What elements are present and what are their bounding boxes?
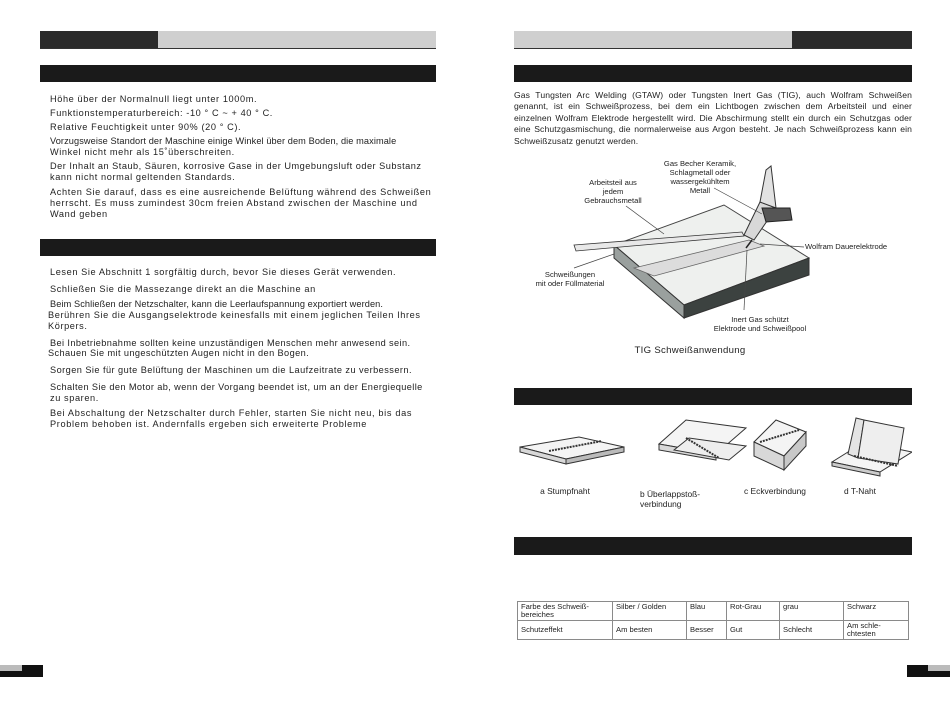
safety-line-3: Beim Schließen der Netzschalter, kann die Leerlaufspannung exportiert werden. <box>50 299 384 309</box>
safety-line-11: Bei Abschaltung der Netzschalter durch Fehler, starten Sie nicht neu, bis das <box>50 408 413 418</box>
env-line-6: Der Inhalt an Staub, Säuren, korrosive Gase in der Umgebungsluft oder Substanz <box>50 161 422 171</box>
table-cell: Rot-Grau <box>727 602 780 621</box>
torch-handle <box>762 208 792 222</box>
tig-intro-paragraph: Gas Tungsten Arc Welding (GTAW) oder Tungsten Inert Gas (TIG), auch Wolfram Schweißen genannt, ist ein Schweißprozess, bei dem ein Lichtbogen zwischen dem Arbeitsteil und einer einzelnen Wolfram Elektrode hergestellt wird. Die Abschirmung stellt ein durch ein Schutzgas oder eine Schutzgasmischung, die normalerweise aus Argon besteht. Je nach Schweißprozess kann ein Schweißzusatz genutzt werden. <box>514 90 912 146</box>
joint-label-a: a Stumpfnaht <box>540 486 590 496</box>
label-gas-2: Elektrode und Schweißpool <box>713 324 807 333</box>
label-cup-3: wassergekühltem <box>670 177 730 186</box>
label-cup-2: Schlagmetall oder <box>669 168 731 177</box>
label-cup-4: Metall <box>689 186 711 195</box>
env-line-4: Vorzugsweise Standort der Maschine einige Winkel über dem Boden, die maximale <box>50 136 397 146</box>
lap-joint-illustration <box>659 420 746 460</box>
env-line-5: Winkel nicht mehr als 15˚überschreiten. <box>50 147 235 157</box>
table-cell: Gut <box>727 621 780 640</box>
right-header-rule <box>514 48 912 49</box>
table-cell: Blau <box>687 602 727 621</box>
right-header-dark <box>792 31 912 48</box>
corner-joint-illustration <box>754 420 806 470</box>
diagram-caption: TIG Schweißanwendung <box>634 345 746 356</box>
left-page-corner-light <box>0 665 22 671</box>
table-cell: Schwarz <box>844 602 909 621</box>
env-line-2: Funktionstemperaturbereich: -10 ° C ~ + 40 ° C. <box>50 108 273 118</box>
left-section-bar-1 <box>40 65 436 82</box>
leader-workpiece <box>626 206 664 234</box>
safety-line-1: Lesen Sie Abschnitt 1 sorgfältig durch, bevor Sie dieses Gerät verwenden. <box>50 267 397 277</box>
label-workpiece-2: jedem <box>602 187 624 196</box>
label-cup-1: Gas Becher Keramik, <box>663 159 737 168</box>
env-line-3: Relative Feuchtigkeit unter 90% (20 ° C). <box>50 122 242 132</box>
safety-line-4: Berühren Sie die Ausgangselektrode keinesfalls mit einem jeglichen Teilen Ihres <box>48 310 421 320</box>
env-line-7: kann nicht normal geltenden Standards. <box>50 172 236 182</box>
torch-body <box>760 166 776 208</box>
right-page-corner-light <box>928 665 950 671</box>
safety-line-10: zu sparen. <box>50 393 99 403</box>
safety-line-12: Problem behoben ist. Andernfalls ergeben sich erweiterte Probleme <box>50 419 368 429</box>
joint-label-b: b Überlappstoß- verbindung <box>640 489 701 509</box>
joint-illustrations <box>514 412 912 480</box>
table-cell: Besser <box>687 621 727 640</box>
table-row <box>518 621 909 640</box>
right-section-bar-2 <box>514 388 912 405</box>
butt-joint-illustration <box>520 437 624 464</box>
left-header-rule <box>40 48 436 49</box>
joint-label-c: c Eckverbindung <box>744 486 806 496</box>
safety-line-6: Bei Inbetriebnahme sollten keine unzuständigen Menschen mehr anwesend sein. <box>50 338 411 348</box>
env-line-1: Höhe über der Normalnull liegt unter 1000m. <box>50 94 258 104</box>
table-row <box>518 602 909 621</box>
label-workpiece-3: Gebrauchsmetall <box>584 196 642 205</box>
safety-line-8: Sorgen Sie für gute Belüftung der Maschinen um die Laufzeitrate zu verbessern. <box>50 365 412 375</box>
table-cell: Farbe des Schweiß- bereiches <box>518 602 613 621</box>
env-line-10: Wand geben <box>50 209 108 219</box>
joint-label-d: d T-Naht <box>844 486 876 496</box>
safety-line-9: Schalten Sie den Motor ab, wenn der Vorgang beendet ist, um an der Energiequelle <box>50 382 423 392</box>
env-line-8: Achten Sie darauf, dass es eine ausreichende Belüftung während des Schweißen <box>50 187 432 197</box>
shielding-color-table <box>517 601 909 640</box>
safety-line-7: Schauen Sie mit ungeschützten Augen nicht in den Bogen. <box>48 348 310 358</box>
table-cell: Schlecht <box>780 621 844 640</box>
label-filler-2: mit oder Füllmaterial <box>535 279 605 288</box>
table-cell: Am besten <box>613 621 687 640</box>
left-header-dark <box>40 31 158 48</box>
label-filler-1: Schweißungen <box>544 270 596 279</box>
t-joint-illustration <box>832 418 912 476</box>
safety-line-5: Körpers. <box>48 321 88 331</box>
label-gas-1: Inert Gas schützt <box>731 315 789 324</box>
right-header-light <box>514 31 792 48</box>
leader-filler <box>574 254 614 268</box>
right-section-bar-3 <box>514 537 912 555</box>
table-cell: Am schle- chtesten <box>844 621 909 640</box>
safety-line-2: Schließen Sie die Massezange direkt an die Maschine an <box>50 284 316 294</box>
left-section-bar-2 <box>40 239 436 256</box>
right-section-bar-1 <box>514 65 912 82</box>
label-workpiece-1: Arbeitsteil aus <box>589 178 637 187</box>
env-line-9: herrscht. Es muss zumindest 30cm freien Abstand zwischen der Maschine und <box>50 198 418 208</box>
label-electrode: Wolfram Dauerelektrode <box>805 242 888 251</box>
table-cell: Silber / Golden <box>613 602 687 621</box>
table-cell: Schutzeffekt <box>518 621 613 640</box>
left-header-light <box>158 31 436 48</box>
table-cell: grau <box>780 602 844 621</box>
